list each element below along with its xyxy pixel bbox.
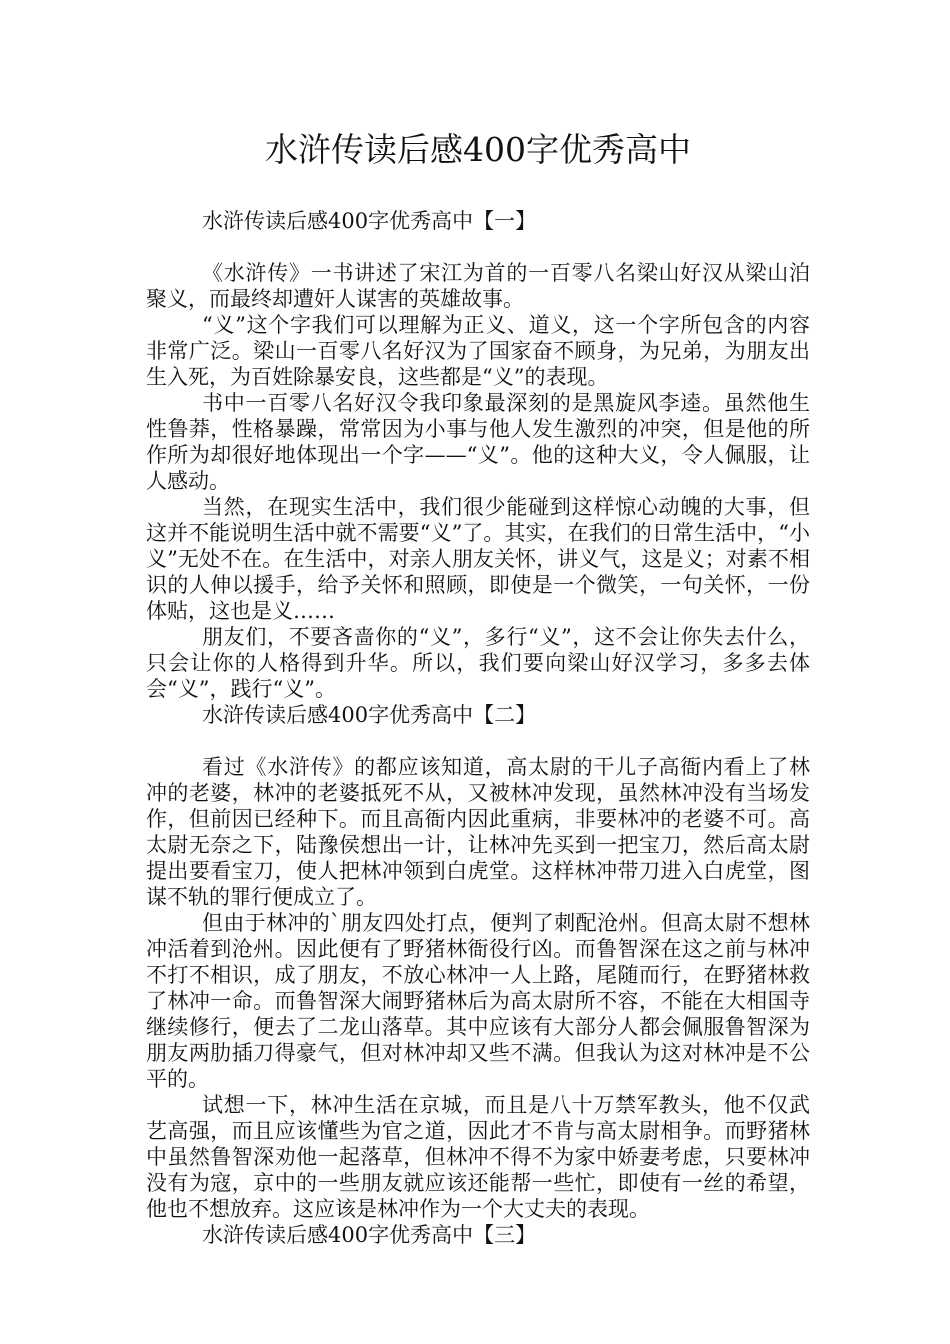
blank-line [146, 234, 810, 260]
document-page [146, 124, 810, 1248]
blank-line [146, 728, 810, 754]
paragraph: “义”这个字我们可以理解为正义、道义，这一个字所包含的内容非常广泛。梁山一百零八名好汉为了国家奋不顾身，为兄弟，为朋友出生入死，为百姓除暴安良，这些都是“义”的表现。 [146, 313, 810, 389]
document-body [146, 208, 810, 1248]
paragraph: 《水浒传》一书讲述了宋江为首的一百零八名梁山好汉从梁山泊聚义，而最终却遭奸人谋害的英雄故事。 [146, 261, 810, 311]
section-heading-2: 水浒传读后感400字优秀高中【二】 [202, 703, 537, 727]
paragraph: 朋友们，不要吝啬你的“义”，多行“义”，这不会让你失去什么，只会让你的人格得到升华。所以，我们要向梁山好汉学习，多多去体会“义”，践行“义”。 [146, 625, 810, 701]
paragraph: 当然，在现实生活中，我们很少能碰到这样惊心动魄的大事，但这并不能说明生活中就不需要“义”了。其实，在我们的日常生活中，“小义”无处不在。在生活中，对亲人朋友关怀，讲义气，这是义；对素不相识的人伸以援手，给予关怀和照顾，即使是一个微笑，一句关怀，一份体贴，这也是义…… [146, 495, 810, 623]
paragraph: 看过《水浒传》的都应该知道，高太尉的干儿子高衙内看上了林冲的老婆，林冲的老婆抵死不从，又被林冲发现，虽然林冲没有当场发作，但前因已经种下。而且高衙内因此重病，非要林冲的老婆不可。高太尉无奈之下，陆豫侯想出一计，让林冲先买到一把宝刀，然后高太尉提出要看宝刀，使人把林冲领到白虎堂。这样林冲带刀进入白虎堂，图谋不轨的罪行便成立了。 [146, 755, 810, 909]
document-title: 水浒传读后感400字优秀高中 [265, 130, 691, 169]
section-heading-3: 水浒传读后感400字优秀高中【三】 [202, 1223, 537, 1247]
paragraph: 书中一百零八名好汉令我印象最深刻的是黑旋风李逵。虽然他生性鲁莽，性格暴躁，常常因为小事与他人发生激烈的冲突，但是他的所作所为却很好地体现出一个字——“义”。他的这种大义，令人佩服，让人感动。 [146, 391, 810, 493]
paragraph: 试想一下，林冲生活在京城，而且是八十万禁军教头，他不仅武艺高强，而且应该懂些为官之道，因此才不肯与高太尉相争。而野猪林中虽然鲁智深劝他一起落草，但林冲不得不为家中娇妻考虑，只要林冲没有为寇，京中的一些朋友就应该还能帮一些忙，即使有一丝的希望，他也不想放弃。这应该是林冲作为一个大丈夫的表现。 [146, 1093, 810, 1221]
paragraph: 但由于林冲的`朋友四处打点，便判了刺配沧州。但高太尉不想林冲活着到沧州。因此便有了野猪林衙役行凶。而鲁智深在这之前与林冲不打不相识，成了朋友，不放心林冲一人上路，尾随而行，在野猪林救了林冲一命。而鲁智深大闹野猪林后为高太尉所不容，不能在大相国寺继续修行，便去了二龙山落草。其中应该有大部分人都会佩服鲁智深为朋友两肋插刀得豪气，但对林冲却又些不满。但我认为这对林冲是不公平的。 [146, 911, 810, 1091]
section-heading-1: 水浒传读后感400字优秀高中【一】 [202, 209, 537, 233]
